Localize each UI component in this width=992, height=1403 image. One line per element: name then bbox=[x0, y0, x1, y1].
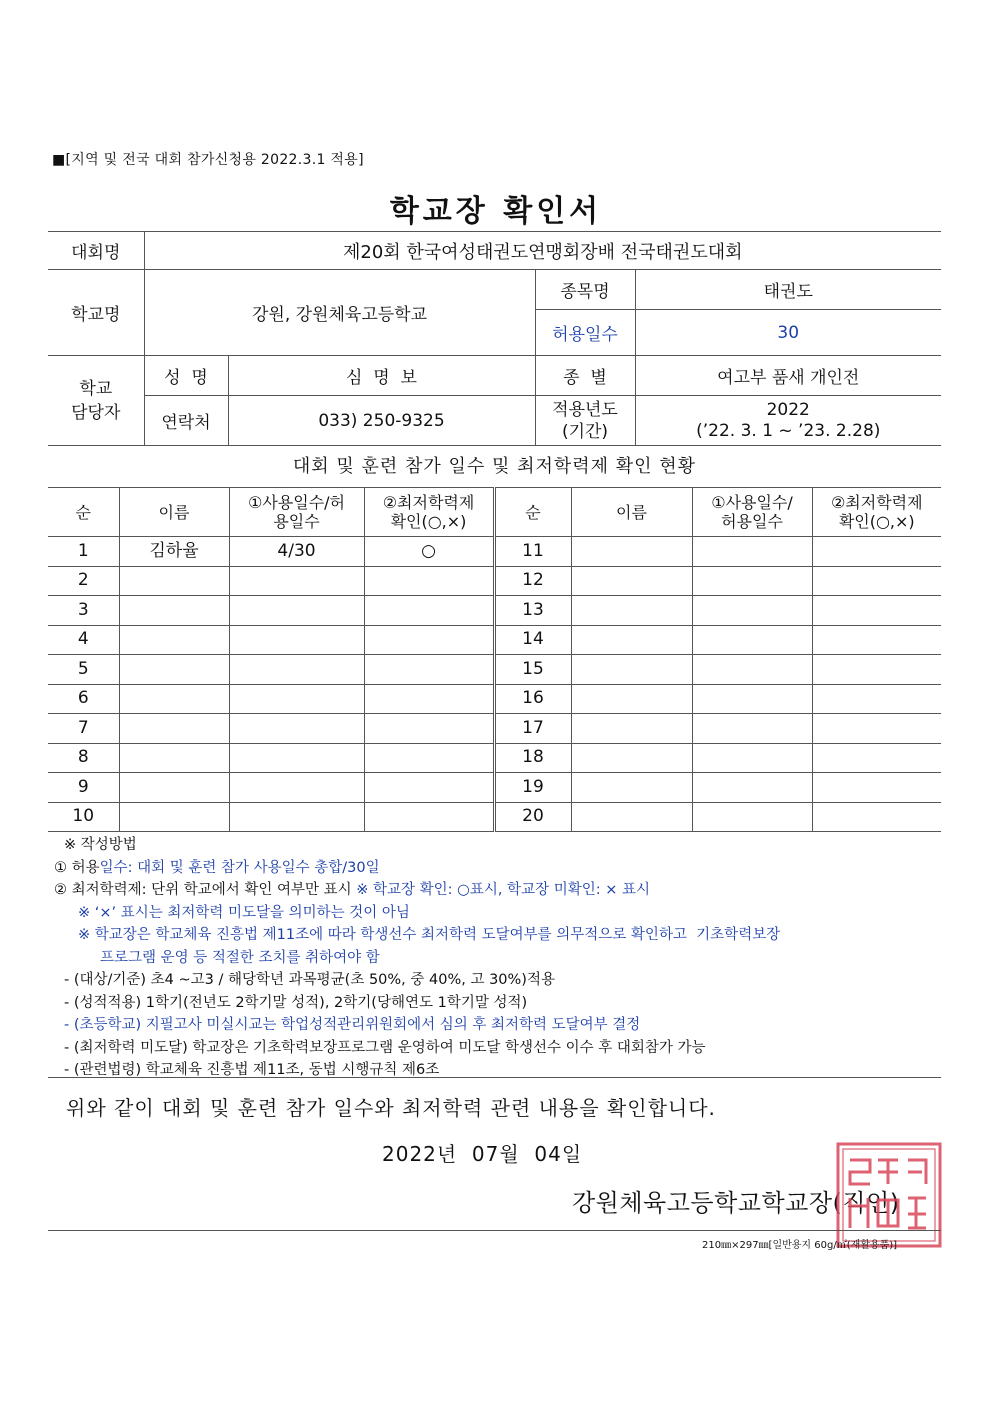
apply-year-label-line2: (기간) bbox=[561, 421, 609, 442]
contact-value: 033) 250-9325 bbox=[228, 396, 535, 446]
roster-left-check bbox=[364, 596, 494, 626]
roster-left-no: 3 bbox=[48, 596, 119, 626]
roster-row bbox=[48, 537, 941, 567]
roster-row bbox=[48, 743, 941, 773]
roster-left-name bbox=[119, 773, 229, 803]
roster-header-min-academic-right bbox=[812, 488, 941, 537]
roster-left-name bbox=[119, 655, 229, 685]
roster-right-no: 16 bbox=[494, 684, 571, 714]
document-title: 학교장 확인서 bbox=[389, 194, 603, 229]
roster-right-check bbox=[812, 596, 941, 626]
roster-left-days bbox=[229, 566, 364, 596]
apply-year-value-line1: 2022 bbox=[766, 399, 810, 420]
roster-right-name bbox=[571, 655, 692, 685]
roster-right-name bbox=[571, 743, 692, 773]
roster-header-min-line2: 확인(○,×) bbox=[390, 512, 467, 531]
category-value: 여고부 품새 개인전 bbox=[635, 356, 941, 396]
roster-left-no: 8 bbox=[48, 743, 119, 773]
roster-right-check bbox=[812, 625, 941, 655]
roster-left-name bbox=[119, 566, 229, 596]
roster-header-days-line1: ①사용일수/허 bbox=[247, 493, 345, 512]
roster-header-days-right-line2: 허용일수 bbox=[721, 512, 783, 531]
roster-right-name bbox=[571, 714, 692, 744]
sport-label: 종목명 bbox=[535, 270, 635, 310]
roster-header-days-right-line1: ①사용일수/ bbox=[711, 493, 793, 512]
application-info-table bbox=[48, 231, 941, 446]
paper-specification: 210㎜×297㎜[일반용지 60g/㎡(재활용품)] bbox=[702, 1240, 898, 1251]
official-seal-icon bbox=[836, 1142, 942, 1248]
roster-right-check bbox=[812, 655, 941, 685]
roster-right-no: 20 bbox=[494, 802, 571, 832]
roster-right-days bbox=[692, 714, 812, 744]
writing-instructions bbox=[54, 834, 954, 1082]
roster-right-no: 18 bbox=[494, 743, 571, 773]
roster-row bbox=[48, 714, 941, 744]
roster-header-no-right: 순 bbox=[494, 488, 571, 537]
roster-header-days-right bbox=[692, 488, 812, 537]
instruction-min-academic-marks: ※ 학교장 확인: ○표시, 학교장 미확인: × 표시 bbox=[356, 882, 650, 898]
roster-left-days bbox=[229, 802, 364, 832]
instruction-principal-duty-cont: 프로그램 운영 등 적절한 조치를 취하여야 함 bbox=[100, 949, 380, 966]
roster-left-days bbox=[229, 684, 364, 714]
instructions-heading: ※ 작성방법 bbox=[64, 837, 137, 853]
apply-year-label-line1: 적용년도 bbox=[552, 399, 618, 420]
allowed-days-value: 30 bbox=[635, 310, 941, 356]
roster-right-days bbox=[692, 596, 812, 626]
roster-left-name bbox=[119, 743, 229, 773]
roster-body bbox=[48, 537, 941, 832]
instruction-principal-duty: ※ 학교장은 학교체육 진흥법 제11조에 따라 학생선수 최저학력 도달여부를 의무적으로 확인하고 기초학력보장 bbox=[78, 927, 781, 943]
roster-right-days bbox=[692, 802, 812, 832]
roster-left-check bbox=[364, 566, 494, 596]
participation-status-title: 대회 및 훈련 참가 일수 및 최저학력제 확인 현황 bbox=[292, 456, 697, 477]
roster-right-check bbox=[812, 714, 941, 744]
event-name-label: 대회명 bbox=[48, 232, 144, 270]
roster-left-name bbox=[119, 684, 229, 714]
instruction-min-academic bbox=[54, 879, 954, 902]
roster-right-days bbox=[692, 684, 812, 714]
roster-left-no: 1 bbox=[48, 537, 119, 567]
roster-header-days-line2: 용일수 bbox=[273, 512, 320, 531]
roster-left-check bbox=[364, 714, 494, 744]
event-name-value: 제20회 한국여성태권도연맹회장배 전국태권도대회 bbox=[144, 232, 941, 270]
roster-left-days: 4/30 bbox=[229, 537, 364, 567]
form-version-note: ■[지역 및 전국 대회 참가신청용 2022.3.1 적용] bbox=[52, 152, 364, 168]
category-label: 종 별 bbox=[535, 356, 635, 396]
roster-row bbox=[48, 655, 941, 685]
roster-header-name-right: 이름 bbox=[571, 488, 692, 537]
roster-left-days bbox=[229, 773, 364, 803]
roster-row bbox=[48, 684, 941, 714]
roster-right-no: 19 bbox=[494, 773, 571, 803]
instruction-allowed-days-text: 일수: 대회 및 훈련 참가 사용일수 총합/30일 bbox=[99, 859, 380, 876]
instruction-allowed-days-prefix: ① 허용 bbox=[54, 859, 100, 876]
roster-right-check bbox=[812, 743, 941, 773]
roster-right-check bbox=[812, 684, 941, 714]
roster-row bbox=[48, 566, 941, 596]
roster-row bbox=[48, 773, 941, 803]
roster-left-days bbox=[229, 743, 364, 773]
roster-row bbox=[48, 596, 941, 626]
roster-row bbox=[48, 802, 941, 832]
instruction-min-academic-prefix: ② 최저학력제: 단위 학교에서 확인 여부만 표시 bbox=[54, 882, 357, 898]
principal-signature: 강원체육고등학교학교장(직인) bbox=[572, 1189, 900, 1217]
roster-left-check: ○ bbox=[364, 537, 494, 567]
roster-left-check bbox=[364, 625, 494, 655]
apply-year-value bbox=[635, 396, 941, 446]
roster-right-check bbox=[812, 566, 941, 596]
roster-right-no: 12 bbox=[494, 566, 571, 596]
roster-right-name bbox=[571, 802, 692, 832]
manager-name-value: 심 명 보 bbox=[228, 356, 535, 396]
apply-year-value-line2: (’22. 3. 1 ~ ’23. 2.28) bbox=[696, 420, 881, 441]
issue-date: 2022년 07월 04일 bbox=[382, 1142, 583, 1166]
instruction-below-minimum: - (최저학력 미도달) 학교장은 기초학력보장프로그램 운영하여 미도달 학생선수 이수 후 대회참가 가능 bbox=[64, 1039, 706, 1056]
roster-left-check bbox=[364, 684, 494, 714]
roster-left-days bbox=[229, 625, 364, 655]
roster-right-days bbox=[692, 743, 812, 773]
roster-right-name bbox=[571, 566, 692, 596]
roster-left-days bbox=[229, 714, 364, 744]
roster-header-min-academic bbox=[364, 488, 494, 537]
instruction-grade-application: - (성적적용) 1학기(전년도 2학기말 성적), 2학기(당해연도 1학기말 성적) bbox=[64, 994, 528, 1011]
roster-header-name: 이름 bbox=[119, 488, 229, 537]
roster-header-min-right-line2: 확인(○,×) bbox=[838, 512, 915, 531]
roster-header-no: 순 bbox=[48, 488, 119, 537]
roster-left-check bbox=[364, 655, 494, 685]
manager-name-label: 성 명 bbox=[144, 356, 228, 396]
roster-left-no: 9 bbox=[48, 773, 119, 803]
roster-left-no: 6 bbox=[48, 684, 119, 714]
roster-left-no: 5 bbox=[48, 655, 119, 685]
roster-left-name bbox=[119, 625, 229, 655]
roster-right-days bbox=[692, 773, 812, 803]
school-name-label: 학교명 bbox=[48, 270, 144, 356]
roster-left-check bbox=[364, 802, 494, 832]
allowed-days-label: 허용일수 bbox=[535, 310, 635, 356]
school-manager-label-line1: 학교 bbox=[79, 378, 113, 399]
school-manager-label bbox=[48, 356, 144, 446]
roster-right-no: 15 bbox=[494, 655, 571, 685]
contact-label: 연락처 bbox=[144, 396, 228, 446]
roster-right-days bbox=[692, 655, 812, 685]
roster-right-days bbox=[692, 566, 812, 596]
roster-left-days bbox=[229, 596, 364, 626]
roster-left-name bbox=[119, 714, 229, 744]
roster-left-check bbox=[364, 773, 494, 803]
instruction-related-law: - (관련법령) 학교체육 진흥법 제11조, 동법 시행규칙 제6조 bbox=[64, 1062, 440, 1078]
confirmation-statement: 위와 같이 대회 및 훈련 참가 일수와 최저학력 관련 내용을 확인합니다. bbox=[66, 1096, 716, 1120]
roster-left-no: 7 bbox=[48, 714, 119, 744]
school-manager-label-line2: 담당자 bbox=[71, 402, 121, 423]
roster-left-check bbox=[364, 743, 494, 773]
roster-header-min-right-line1: ②최저학력제 bbox=[830, 493, 923, 512]
roster-right-days bbox=[692, 537, 812, 567]
roster-header-days bbox=[229, 488, 364, 537]
roster-right-no: 11 bbox=[494, 537, 571, 567]
roster-left-name bbox=[119, 596, 229, 626]
instruction-allowed-days bbox=[54, 857, 954, 880]
roster-right-name bbox=[571, 773, 692, 803]
notes-divider bbox=[48, 1077, 941, 1078]
school-name-value: 강원, 강원체육고등학교 bbox=[144, 270, 535, 356]
roster-right-name bbox=[571, 537, 692, 567]
roster-right-no: 14 bbox=[494, 625, 571, 655]
participation-roster-table bbox=[48, 487, 941, 832]
roster-header-min-line1: ②최저학력제 bbox=[382, 493, 475, 512]
apply-year-label bbox=[535, 396, 635, 446]
footer-divider bbox=[48, 1230, 941, 1231]
roster-row bbox=[48, 625, 941, 655]
instruction-elementary-school: - (초등학교) 지필고사 미실시교는 학업성적관리위원회에서 심의 후 최저학력 도달여부 결정 bbox=[64, 1017, 641, 1033]
roster-left-name bbox=[119, 802, 229, 832]
sport-value: 태권도 bbox=[635, 270, 941, 310]
roster-right-check bbox=[812, 537, 941, 567]
instruction-x-mark-note: ※ ‘×’ 표시는 최저학력 미도달을 의미하는 것이 아님 bbox=[78, 904, 410, 921]
roster-right-check bbox=[812, 802, 941, 832]
roster-right-no: 17 bbox=[494, 714, 571, 744]
roster-right-check bbox=[812, 773, 941, 803]
roster-left-no: 10 bbox=[48, 802, 119, 832]
roster-left-days bbox=[229, 655, 364, 685]
roster-left-no: 2 bbox=[48, 566, 119, 596]
instruction-target-criteria: - (대상/기준) 초4 ~고3 / 해당학년 과목평균(초 50%, 중 40%, 고 30%)적용 bbox=[64, 972, 555, 988]
roster-left-name: 김하율 bbox=[119, 537, 229, 567]
roster-right-name bbox=[571, 625, 692, 655]
roster-right-no: 13 bbox=[494, 596, 571, 626]
roster-right-days bbox=[692, 625, 812, 655]
roster-right-name bbox=[571, 684, 692, 714]
roster-left-no: 4 bbox=[48, 625, 119, 655]
roster-right-name bbox=[571, 596, 692, 626]
